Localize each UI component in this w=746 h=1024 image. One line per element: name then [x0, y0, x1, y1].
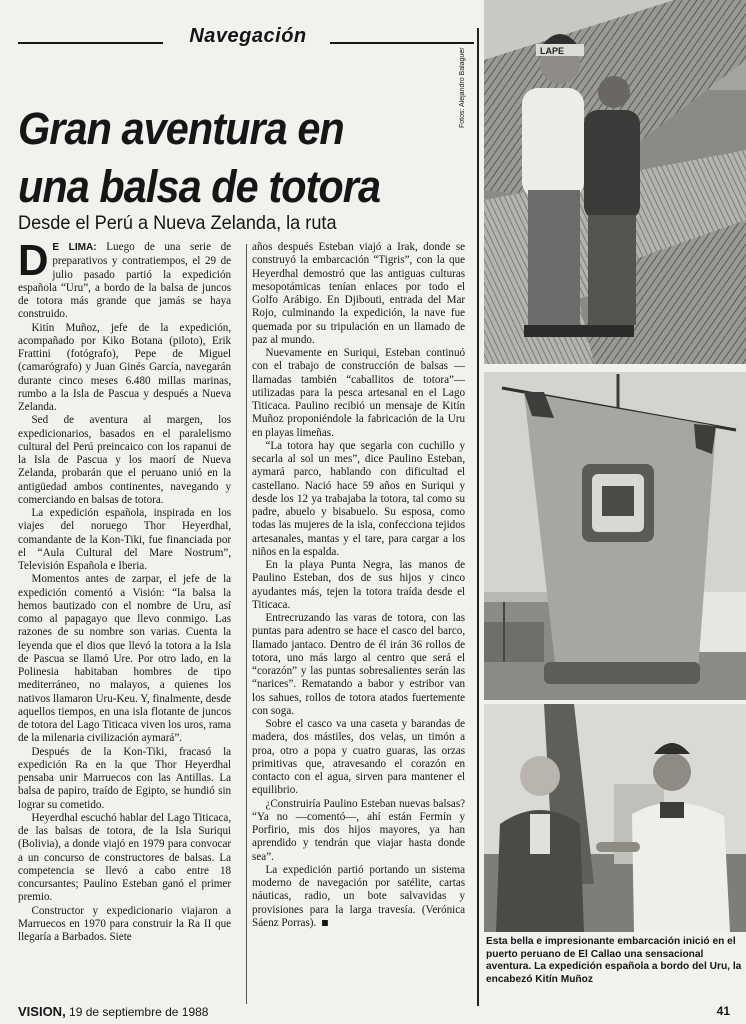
paragraph-text: La expedición partió portando un sistema moderno de navegación por satélite, cartas náuticas, radio, un bote salvavidas y provisiones para la larga travesía. (Verónica Sáenz Porras). — [252, 862, 466, 929]
photo-reed-carriers — [484, 0, 746, 364]
article-paragraph: Momentos antes de zarpar, el jefe de la expedición comentó a Visión: “la balsa la hemos bautizado con el nombre de Uru, así como al papagayo que llevo conmigo. Las razones de su nombre son varias. Cuenta la leyenda que el dios que llevó la totora a la Isla de Pascua se llamó Ure. Por otro lado, en la Polinesia habitaban hombres de tipo mediterráneo, no malayos, a quienes los nativos llamaron Uru-Keu. Y, finalmente, desde aquellos tiempos, en una isla flotante de juncos de totora del Lago Titicaca viven los uros, rama de la milenaria civilización aymará”. — [18, 572, 232, 745]
hat-text: LAPE — [540, 46, 565, 56]
article-paragraph: Después de la Kon-Tiki, fracasó la expedición Ra en la que Thor Heyerdhal pensaba unir Marruecos con las Antillas. La balsa de papiro, traído de Egipto, se hundió sin lograr su cometido. — [18, 744, 232, 811]
end-mark-icon — [322, 920, 328, 926]
text-column-rule — [246, 244, 247, 1004]
article-paragraph: Sed de aventura al margen, los expedicionarios, basados en el paralelismo cultural del Perú preincaico con los rapanui de la Isla de Pascua y los maorí de Nueva Zelanda, probarán que el peruano unió en la antigüedad ambos continentes, navegando y comerciando en balsas de totora. — [18, 413, 232, 506]
photo-uru-raft-sail — [484, 372, 746, 700]
subheadline: Desde el Perú a Nueva Zelanda, la ruta — [18, 212, 337, 234]
photo-credit: Fotos: Alejandro Balaguer — [459, 47, 466, 128]
photo-expedition-members — [484, 704, 746, 932]
article-column-2 — [252, 240, 465, 1006]
section-header — [18, 25, 474, 48]
article-paragraph: años después Esteban viajó a Irak, donde se construyó la embarcación “Tigris”, con la que Heyerdhal demostró que las antiguas culturas mesopotámicas tenían enlaces por todo el Golfo Arábigo. En Djibouti, entrada del Mar Rojo, culminando la expedición, la nave fue quemada por su tripulación en un llamado de paz al mundo. — [252, 240, 466, 346]
magazine-name: VISION, — [18, 1004, 66, 1019]
article-paragraph — [252, 863, 465, 929]
issue-date: 19 de septiembre de 1988 — [69, 1005, 209, 1019]
article-paragraph: Sobre el casco va una caseta y barandas de madera, dos mástiles, dos velas, un timón a proa, otro a popa y cuatro guaras, las orzas primitivas que, atravesando el corazón en contacto con el agua, sirven para mantener el equilibrio. — [252, 717, 466, 797]
article-paragraph: ¿Construiría Paulino Esteban nuevas balsas? “Ya no —comentó—, ahí están Fermín y Porfirio, mis dos hijos mayores, ya han aprendido y tendrán que viajar hasta donde sea”. — [252, 796, 466, 863]
article-paragraph: Constructor y expedicionario viajaron a Marruecos en 1970 para construir la Ra II que llegaría a Barbados. Siete — [18, 903, 232, 943]
article-paragraph: Heyerdhal escuchó hablar del Lago Titicaca, de las balsas de totora, de la Isla Suriqui (Bolivia), a donde viajó en 1979 para convocar a un concurso de constructores de balsas. La competencia se llevó a cabo entre 18 concursantes; Paulino Esteban ganó el primer premio. — [18, 810, 232, 904]
article-paragraph: Kitín Muñoz, jefe de la expedición, acompañado por Kiko Botana (piloto), Erik Frattini (fotógrafo), Pepe de Miguel (camarógrafo) y Juan Ginés García, navegarán durante cinco meses 6.480 millas marinas, rumbo a la Isla de Pascua y después a Nueva Zelanda. — [18, 320, 232, 413]
headline-line-1: Gran aventura en — [18, 103, 344, 154]
article-paragraph: En la playa Punta Negra, las manos de Paulino Esteban, dos de sus hijos y cinco ayudantes más, tejen la totora traída desde el Titicaca. — [252, 558, 466, 611]
article-paragraph: Entrecruzando las varas de totora, con las puntas para adentro se hace el casco del barco, llamado jantaco. Dentro de él irán 36 rollos de totora, uno más largo al centro que será el “corazón” y las puntas sobresalientes serán las “narices”. Rematando a babor y estribor van los sahues, rollos de totora atados fuertemente con soga. — [252, 611, 466, 717]
headline-line-2: una balsa de totora — [18, 161, 381, 212]
section-rule-right — [330, 42, 474, 44]
dateline: E LIMA: — [52, 241, 97, 253]
article-paragraph: “La totora hay que segarla con cuchillo y secarla al sol un mes”, dice Paulino Esteban, aymará parco, hablando con dificultad el castellano. Nació hace 59 años en Suriqui y desde los 12 ya trabajaba la totora, tal como su padre, abuelo y bisabuelo. Su esposa, como todas las mujeres de la isla, confecciona tejidos artesanales, mantas y el tare, para cargar a los niños en la espalda. — [252, 438, 466, 558]
article-paragraph: Nuevamente en Suriqui, Esteban continuó con el trabajo de construcción de balsas —llamadas también “caballitos de totora”— utilizadas para la pesca artesanal en el Lago Titicaca. Paulino recibió un mensaje de Kitín Muñoz proponiéndole la fabricación de la Uru en playas limeñas. — [252, 346, 466, 439]
page-number: 41 — [716, 1004, 730, 1018]
article-paragraph: La expedición española, inspirada en los viajes del noruego Thor Heyerdhal, comandante de la Kon-Tiki, fue financiada por el “Aula Cultural del Mare Nostrum”, Televisión Española e Iberia. — [18, 506, 232, 572]
drop-cap: D — [18, 240, 49, 285]
page-footer — [18, 1004, 730, 1020]
photo-caption: Esta bella e impresionante embarcación inició en el puerto peruano de El Callao una sensacional aventura. La expedición española a bordo del Uru, la encabezó Kitín Muñoz — [486, 936, 742, 985]
headline — [18, 100, 438, 216]
article-paragraph — [18, 240, 231, 321]
article-column-1 — [18, 240, 231, 1006]
paragraph-text: Luego de una serie de preparativos y contratiempos, el 29 de julio pasado partió la expedición española “Uru”, a bordo de la balsa de juncos de totora más grande que jamás se haya construido. — [18, 240, 232, 321]
section-rule-left — [18, 42, 163, 44]
section-label: Navegación — [189, 25, 307, 47]
column-divider — [477, 28, 479, 1006]
